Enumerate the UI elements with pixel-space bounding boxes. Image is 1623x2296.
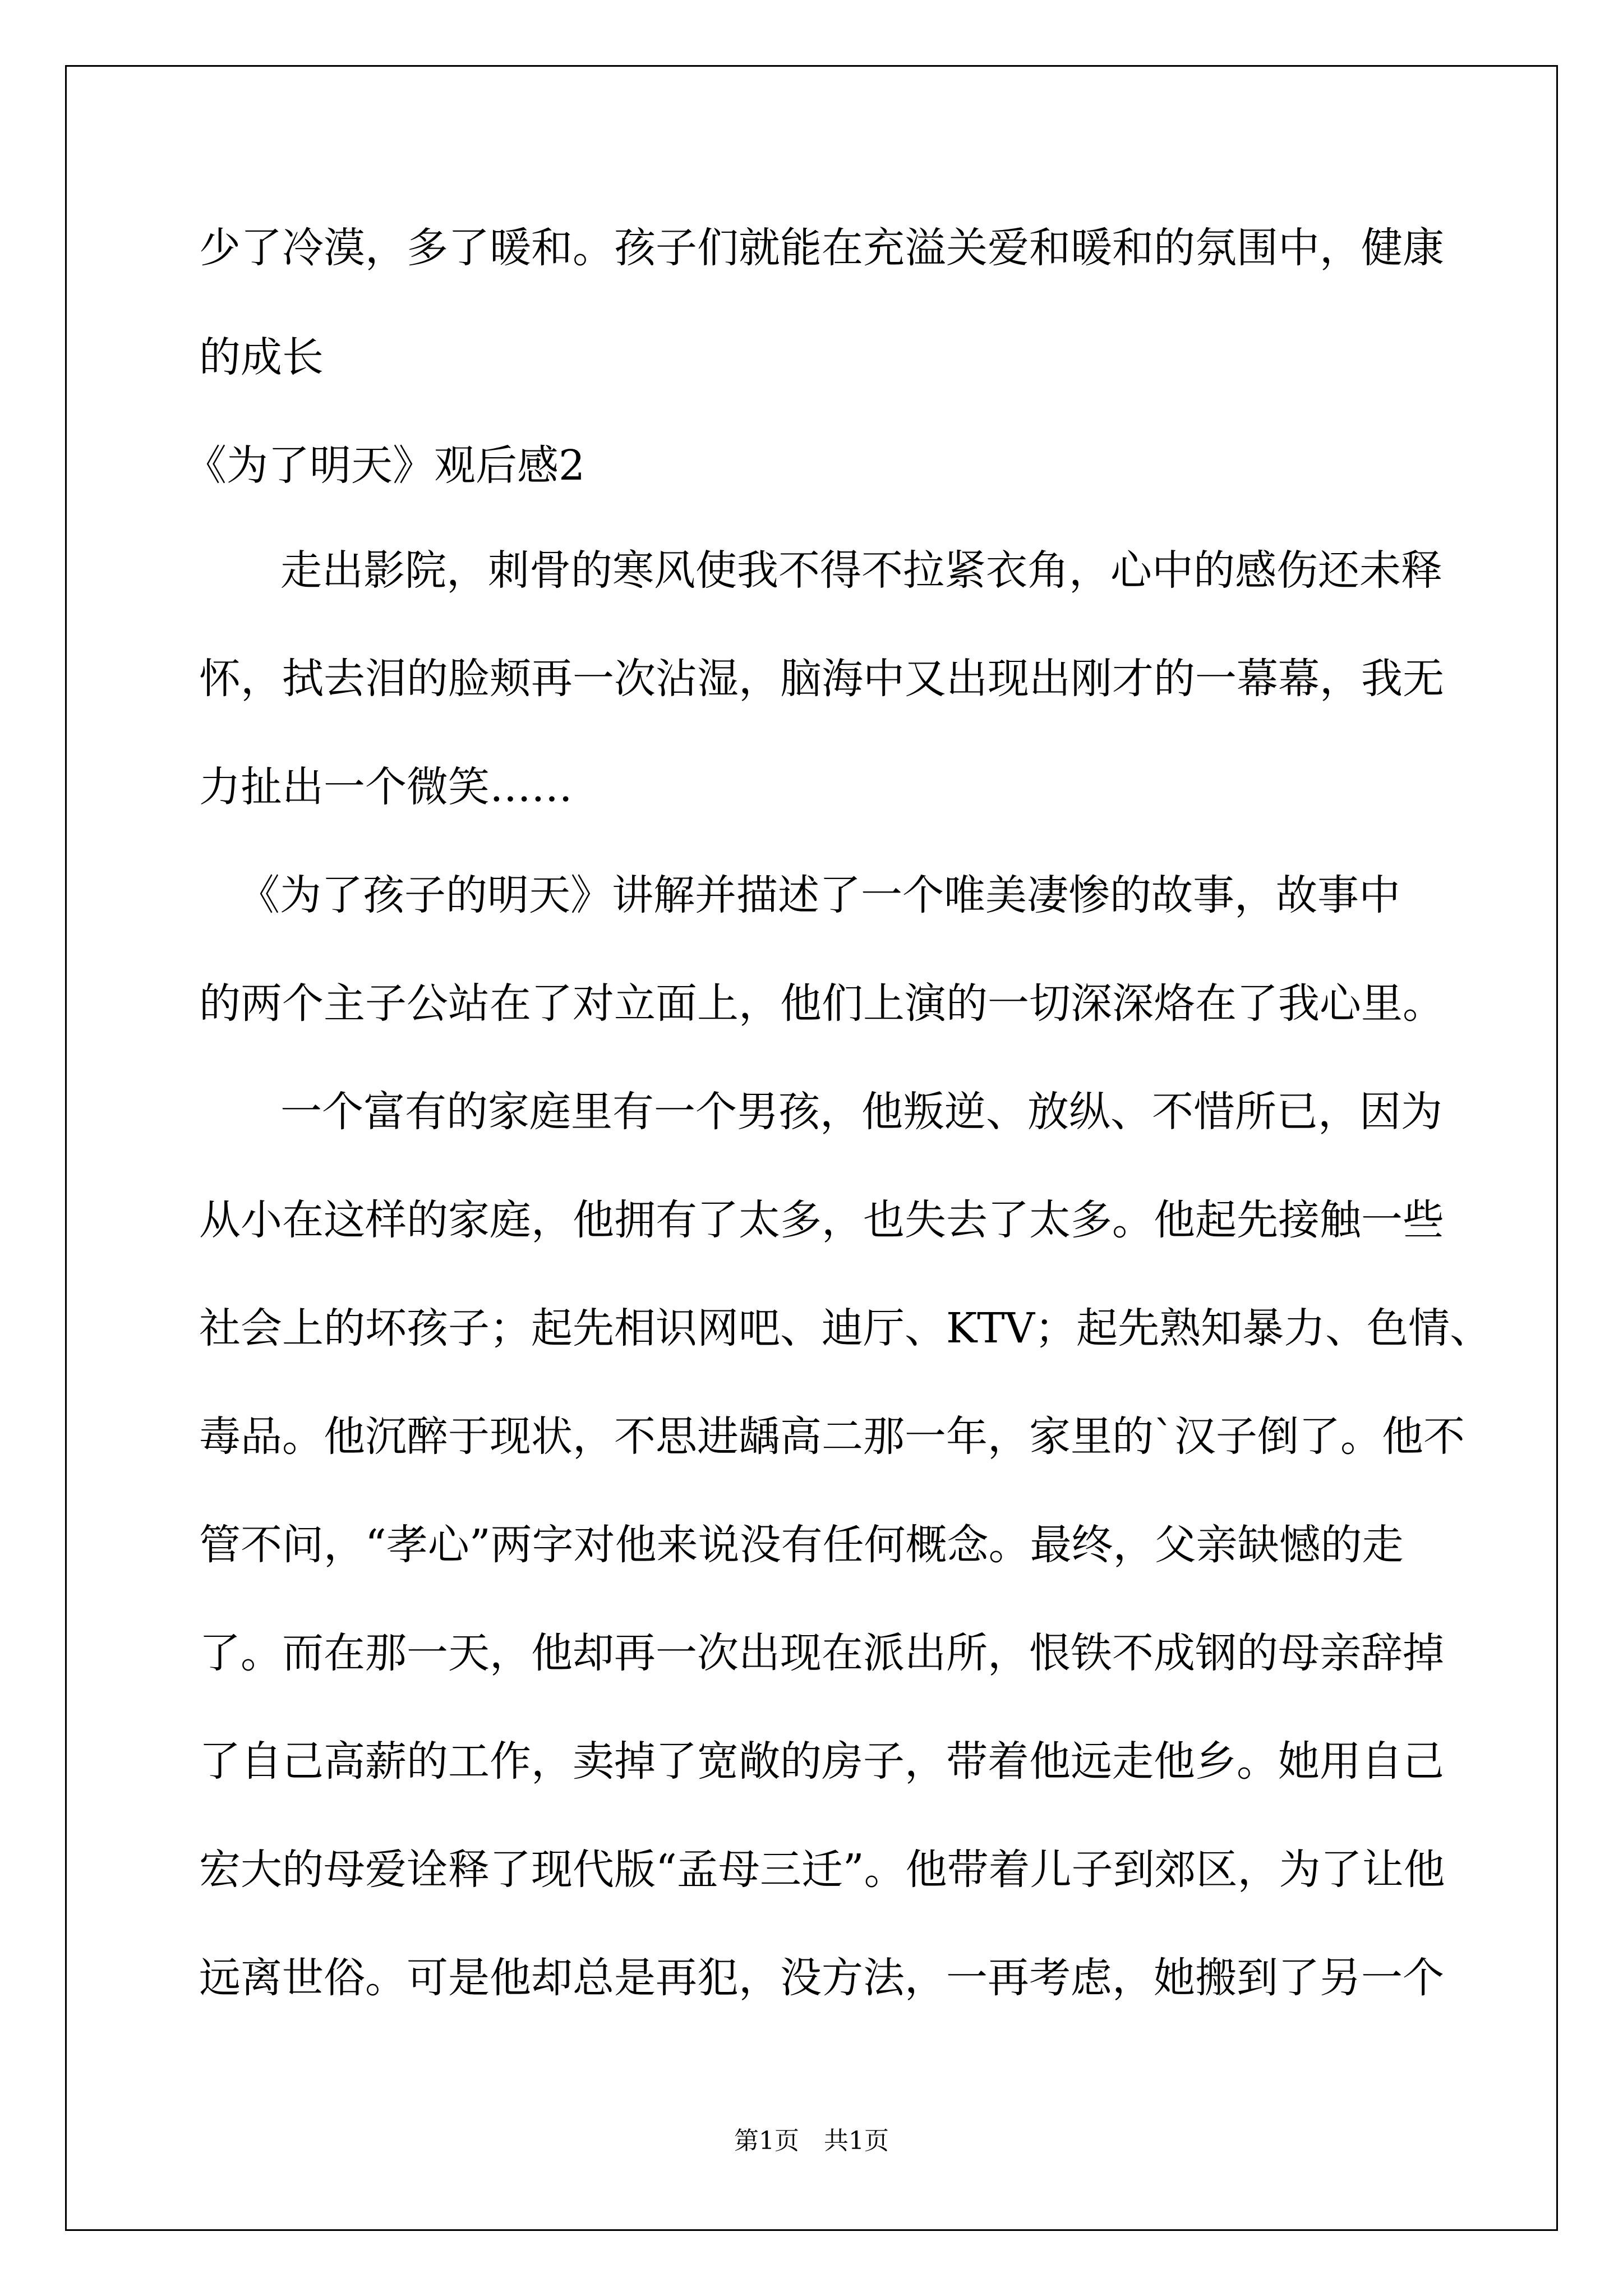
page-footer [0, 2129, 1623, 2154]
line-text: 力扯出一个微笑…… [199, 763, 573, 811]
page-number: 第1页 共1页 [734, 2127, 889, 2155]
line-text: 从小在这样的家庭，他拥有了太多，也失去了太多。他起先接触一些 [199, 1196, 1444, 1244]
line-text: 的成长 [199, 333, 324, 381]
line-text: 《为了孩子的明天》讲解并描述了一个唯美凄惨的故事，故事中 [238, 871, 1400, 919]
page-border [65, 65, 1558, 2231]
line-text: 的两个主子公站在了对立面上，他们上演的一切深深烙在了我心里。 [199, 979, 1444, 1028]
line-text: 管不问，“孝心”两字对他来说没有任何概念。最终，父亲缺憾的走 [199, 1521, 1404, 1569]
heading-text: 《为了明天》观后感2 [185, 441, 585, 490]
line-text: 怀，拭去泪的脸颊再一次沾湿，脑海中又出现出刚才的一幕幕，我无 [199, 655, 1444, 703]
line-text: 一个富有的家庭里有一个男孩，他叛逆、放纵、不惜所已，因为 [280, 1088, 1442, 1136]
line-text: 宏大的母爱诠释了现代版“孟母三迁”。他带着儿子到郊区，为了让他 [199, 1846, 1445, 1894]
line-text: 走出影院，刺骨的寒风使我不得不拉紧衣角，心中的感伤还未释 [280, 546, 1442, 595]
line-text: 毒品。他沉醉于现状，不思进龋高二那一年，家里的`汉子倒了。他不 [199, 1412, 1465, 1461]
line-text: 了。而在那一天，他却再一次出现在派出所，恨铁不成钢的母亲辞掉 [199, 1629, 1444, 1677]
line-text: 社会上的坏孩子；起先相识网吧、迪厅、KTV；起先熟知暴力、色情、 [199, 1304, 1492, 1352]
line-text: 少了冷漠，多了暖和。孩子们就能在充溢关爱和暖和的氛围中，健康 [199, 224, 1444, 272]
line-text: 了自己高薪的工作，卖掉了宽敞的房子，带着他远走他乡。她用自己 [199, 1737, 1444, 1786]
line-text: 远离世俗。可是他却总是再犯，没方法，一再考虑，她搬到了另一个 [199, 1954, 1444, 2002]
